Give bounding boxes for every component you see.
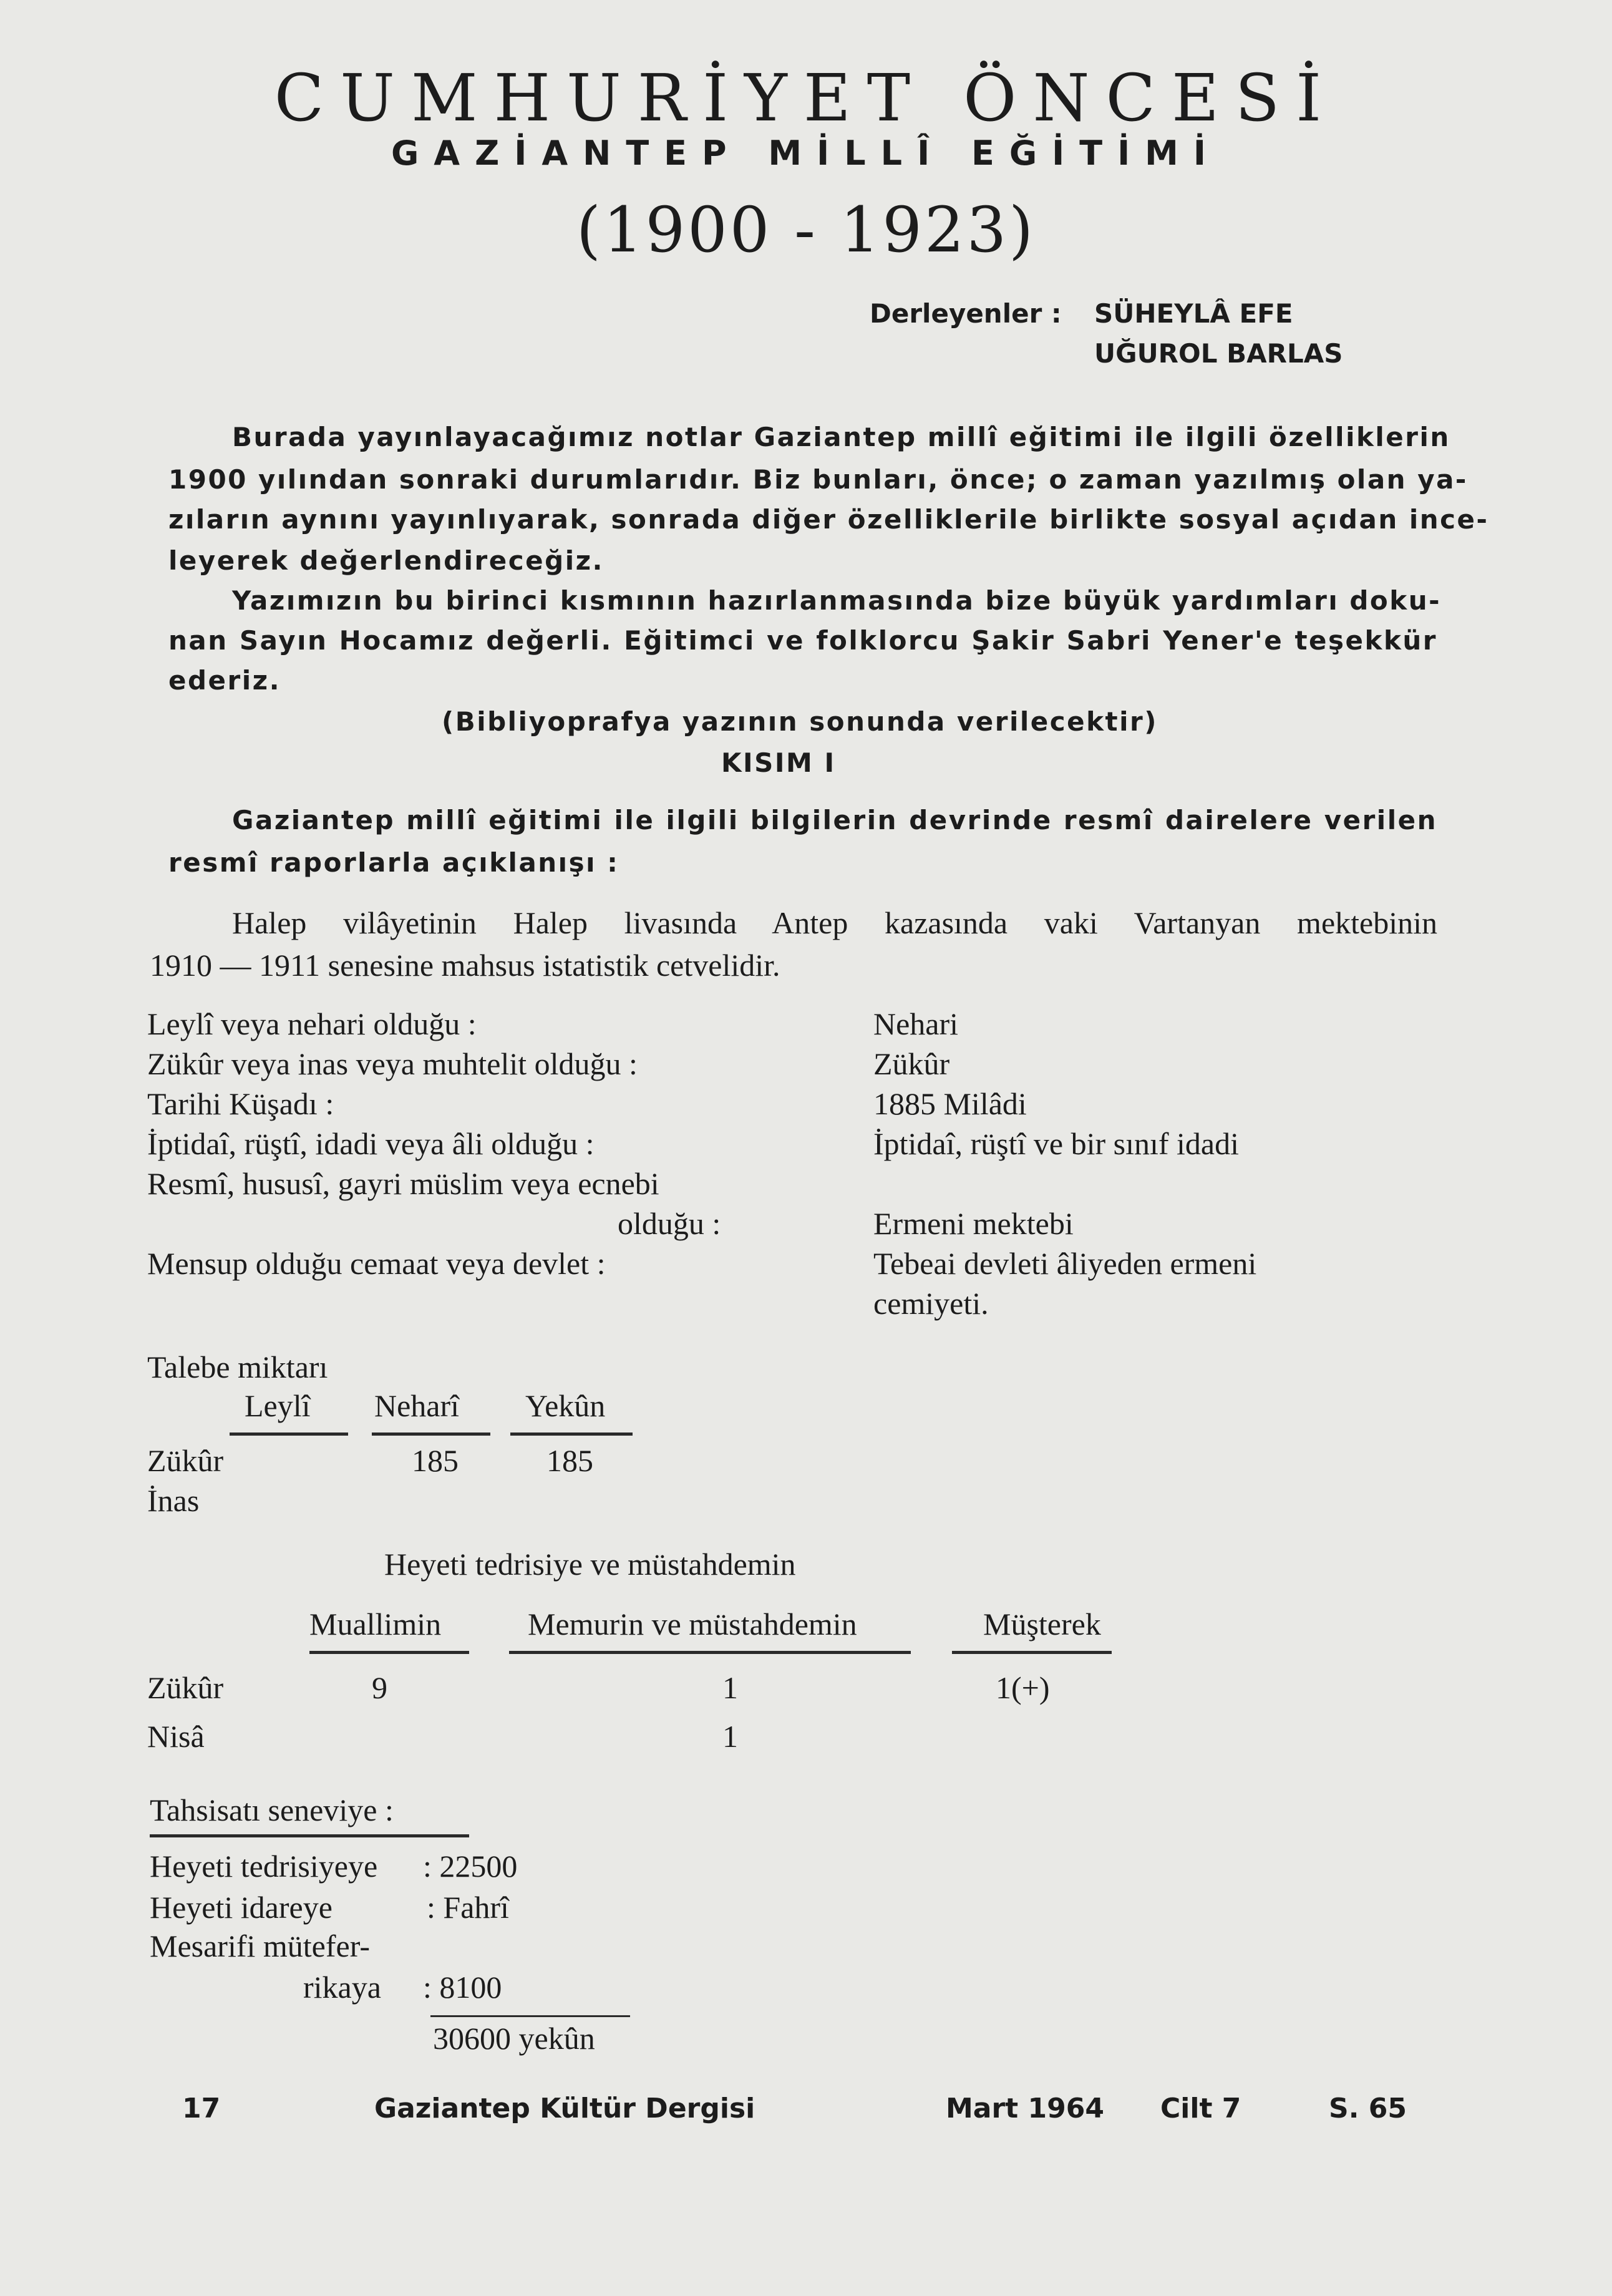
page-subtitle: GAZİANTEP MİLLÎ EĞİTİMİ (391, 134, 1221, 173)
page-title: CUMHURİYET ÖNCESİ (274, 60, 1338, 136)
staff-header-memurin: Memurin ve müstahdemin (528, 1607, 857, 1642)
budget-value: : Fahrî (427, 1890, 509, 1925)
staff-header-muallimin: Muallimin (309, 1607, 442, 1642)
info-label: Tarihi Küşadı : (147, 1086, 334, 1121)
footer-journal-name: Gaziantep Kültür Dergisi (374, 2093, 755, 2124)
budget-title-rule (150, 1834, 469, 1837)
intro-line-6: nan Sayın Hocamız değerli. Eğitimci ve folklorcu Şakir Sabri Yener'e teşekkür (168, 625, 1437, 656)
students-header-yekun: Yekûn (525, 1388, 606, 1423)
budget-label: Heyeti idareye (150, 1890, 333, 1925)
report-intro-line-2: 1910 — 1911 senesine mahsus istatistik cetvelidir. (150, 948, 780, 983)
table-header-rule (952, 1651, 1112, 1654)
bibliography-note: (Bibliyoprafya yazının sonunda verilecektir) (442, 706, 1158, 737)
budget-total: 30600 yekûn (433, 2021, 595, 2056)
info-value: Tebeai devleti âliyeden ermeni (873, 1246, 1257, 1281)
footer-volume: Cilt 7 (1160, 2093, 1241, 2124)
info-value: 1885 Milâdi (873, 1086, 1027, 1121)
info-label: Leylî veya nehari olduğu : (147, 1006, 477, 1041)
staff-row-label: Nisâ (147, 1719, 205, 1754)
info-value: Nehari (873, 1006, 959, 1041)
info-value: İptidaî, rüştî ve bir sınıf idadi (873, 1126, 1240, 1161)
budget-label: Mesarifi mütefer- (150, 1929, 371, 1963)
intro-line-2: 1900 yılından sonraki durumlarıdır. Biz bunları, önce; o zaman yazılmış olan ya- (168, 464, 1468, 495)
intro-line-5: Yazımızın bu birinci kısmının hazırlanmasında bize büyük yardımları doku- (232, 585, 1442, 616)
intro-line-3: zıların aynını yayınlıyarak, sonrada diğer özelliklerile birlikte sosyal açıdan ince- (168, 504, 1489, 535)
table-header-rule (309, 1651, 469, 1654)
info-label: İptidaî, rüştî, idadi veya âli olduğu : (147, 1126, 595, 1161)
info-value: Ermeni mektebi (873, 1206, 1074, 1241)
intro-line-1: Burada yayınlayacağımız notlar Gaziantep millî eğitimi ile ilgili özelliklerin (232, 422, 1450, 452)
page-date-range: (1900 - 1923) (576, 193, 1036, 266)
staff-header-musterek: Müşterek (983, 1607, 1101, 1642)
intro-line-7: ederiz. (168, 665, 281, 696)
budget-label: Heyeti tedrisiyeye (150, 1849, 378, 1884)
students-cell: 185 (546, 1443, 593, 1478)
info-label: Zükûr veya inas veya muhtelit olduğu : (147, 1046, 638, 1081)
footer-issue: S. 65 (1329, 2093, 1407, 2124)
staff-row-label: Zükûr (147, 1670, 224, 1705)
budget-total-rule (430, 2015, 630, 2017)
section-heading: KISIM I (721, 747, 836, 778)
info-label: olduğu : (618, 1206, 721, 1241)
footer-page-number: 17 (182, 2093, 221, 2124)
footer-date: Mart 1964 (946, 2093, 1104, 2124)
staff-cell: 9 (372, 1670, 387, 1705)
info-value: cemiyeti. (873, 1286, 989, 1321)
budget-value: : 22500 (423, 1849, 518, 1884)
credits-label: Derleyenler : (870, 298, 1062, 329)
budget-title: Tahsisatı seneviye : (150, 1793, 394, 1827)
students-row-label: Zükûr (147, 1443, 224, 1478)
credits-author-1: SÜHEYLÂ EFE (1094, 298, 1293, 329)
info-value: Zükûr (873, 1046, 950, 1081)
info-label: Mensup olduğu cemaat veya devlet : (147, 1246, 606, 1281)
section-line-1: Gaziantep millî eğitimi ile ilgili bilgilerin devrinde resmî dairelere verilen (232, 805, 1437, 835)
report-intro-line-1: Halep vilâyetinin Halep livasında Antep kazasında vaki Vartanyan mektebinin (232, 905, 1437, 940)
students-cell: 185 (412, 1443, 459, 1478)
staff-cell: 1 (722, 1670, 738, 1705)
staff-cell: 1(+) (996, 1670, 1050, 1705)
section-line-2: resmî raporlarla açıklanışı : (168, 847, 619, 878)
table-header-rule (372, 1433, 490, 1436)
students-title: Talebe miktarı (147, 1350, 328, 1384)
budget-value: : 8100 (423, 1970, 502, 2005)
budget-label: rikaya (303, 1970, 381, 2005)
intro-line-4: leyerek değerlendireceğiz. (168, 545, 604, 576)
students-header-leyli: Leylî (245, 1388, 311, 1423)
info-label: Resmî, hususî, gayri müslim veya ecnebi (147, 1166, 659, 1201)
students-row-label: İnas (147, 1483, 200, 1518)
table-header-rule (509, 1651, 911, 1654)
table-header-rule (230, 1433, 348, 1436)
table-header-rule (510, 1433, 633, 1436)
students-header-nehari: Neharî (374, 1388, 460, 1423)
credits-author-2: UĞUROL BARLAS (1094, 338, 1343, 369)
staff-cell: 1 (722, 1719, 738, 1754)
staff-title: Heyeti tedrisiye ve müstahdemin (384, 1547, 796, 1582)
